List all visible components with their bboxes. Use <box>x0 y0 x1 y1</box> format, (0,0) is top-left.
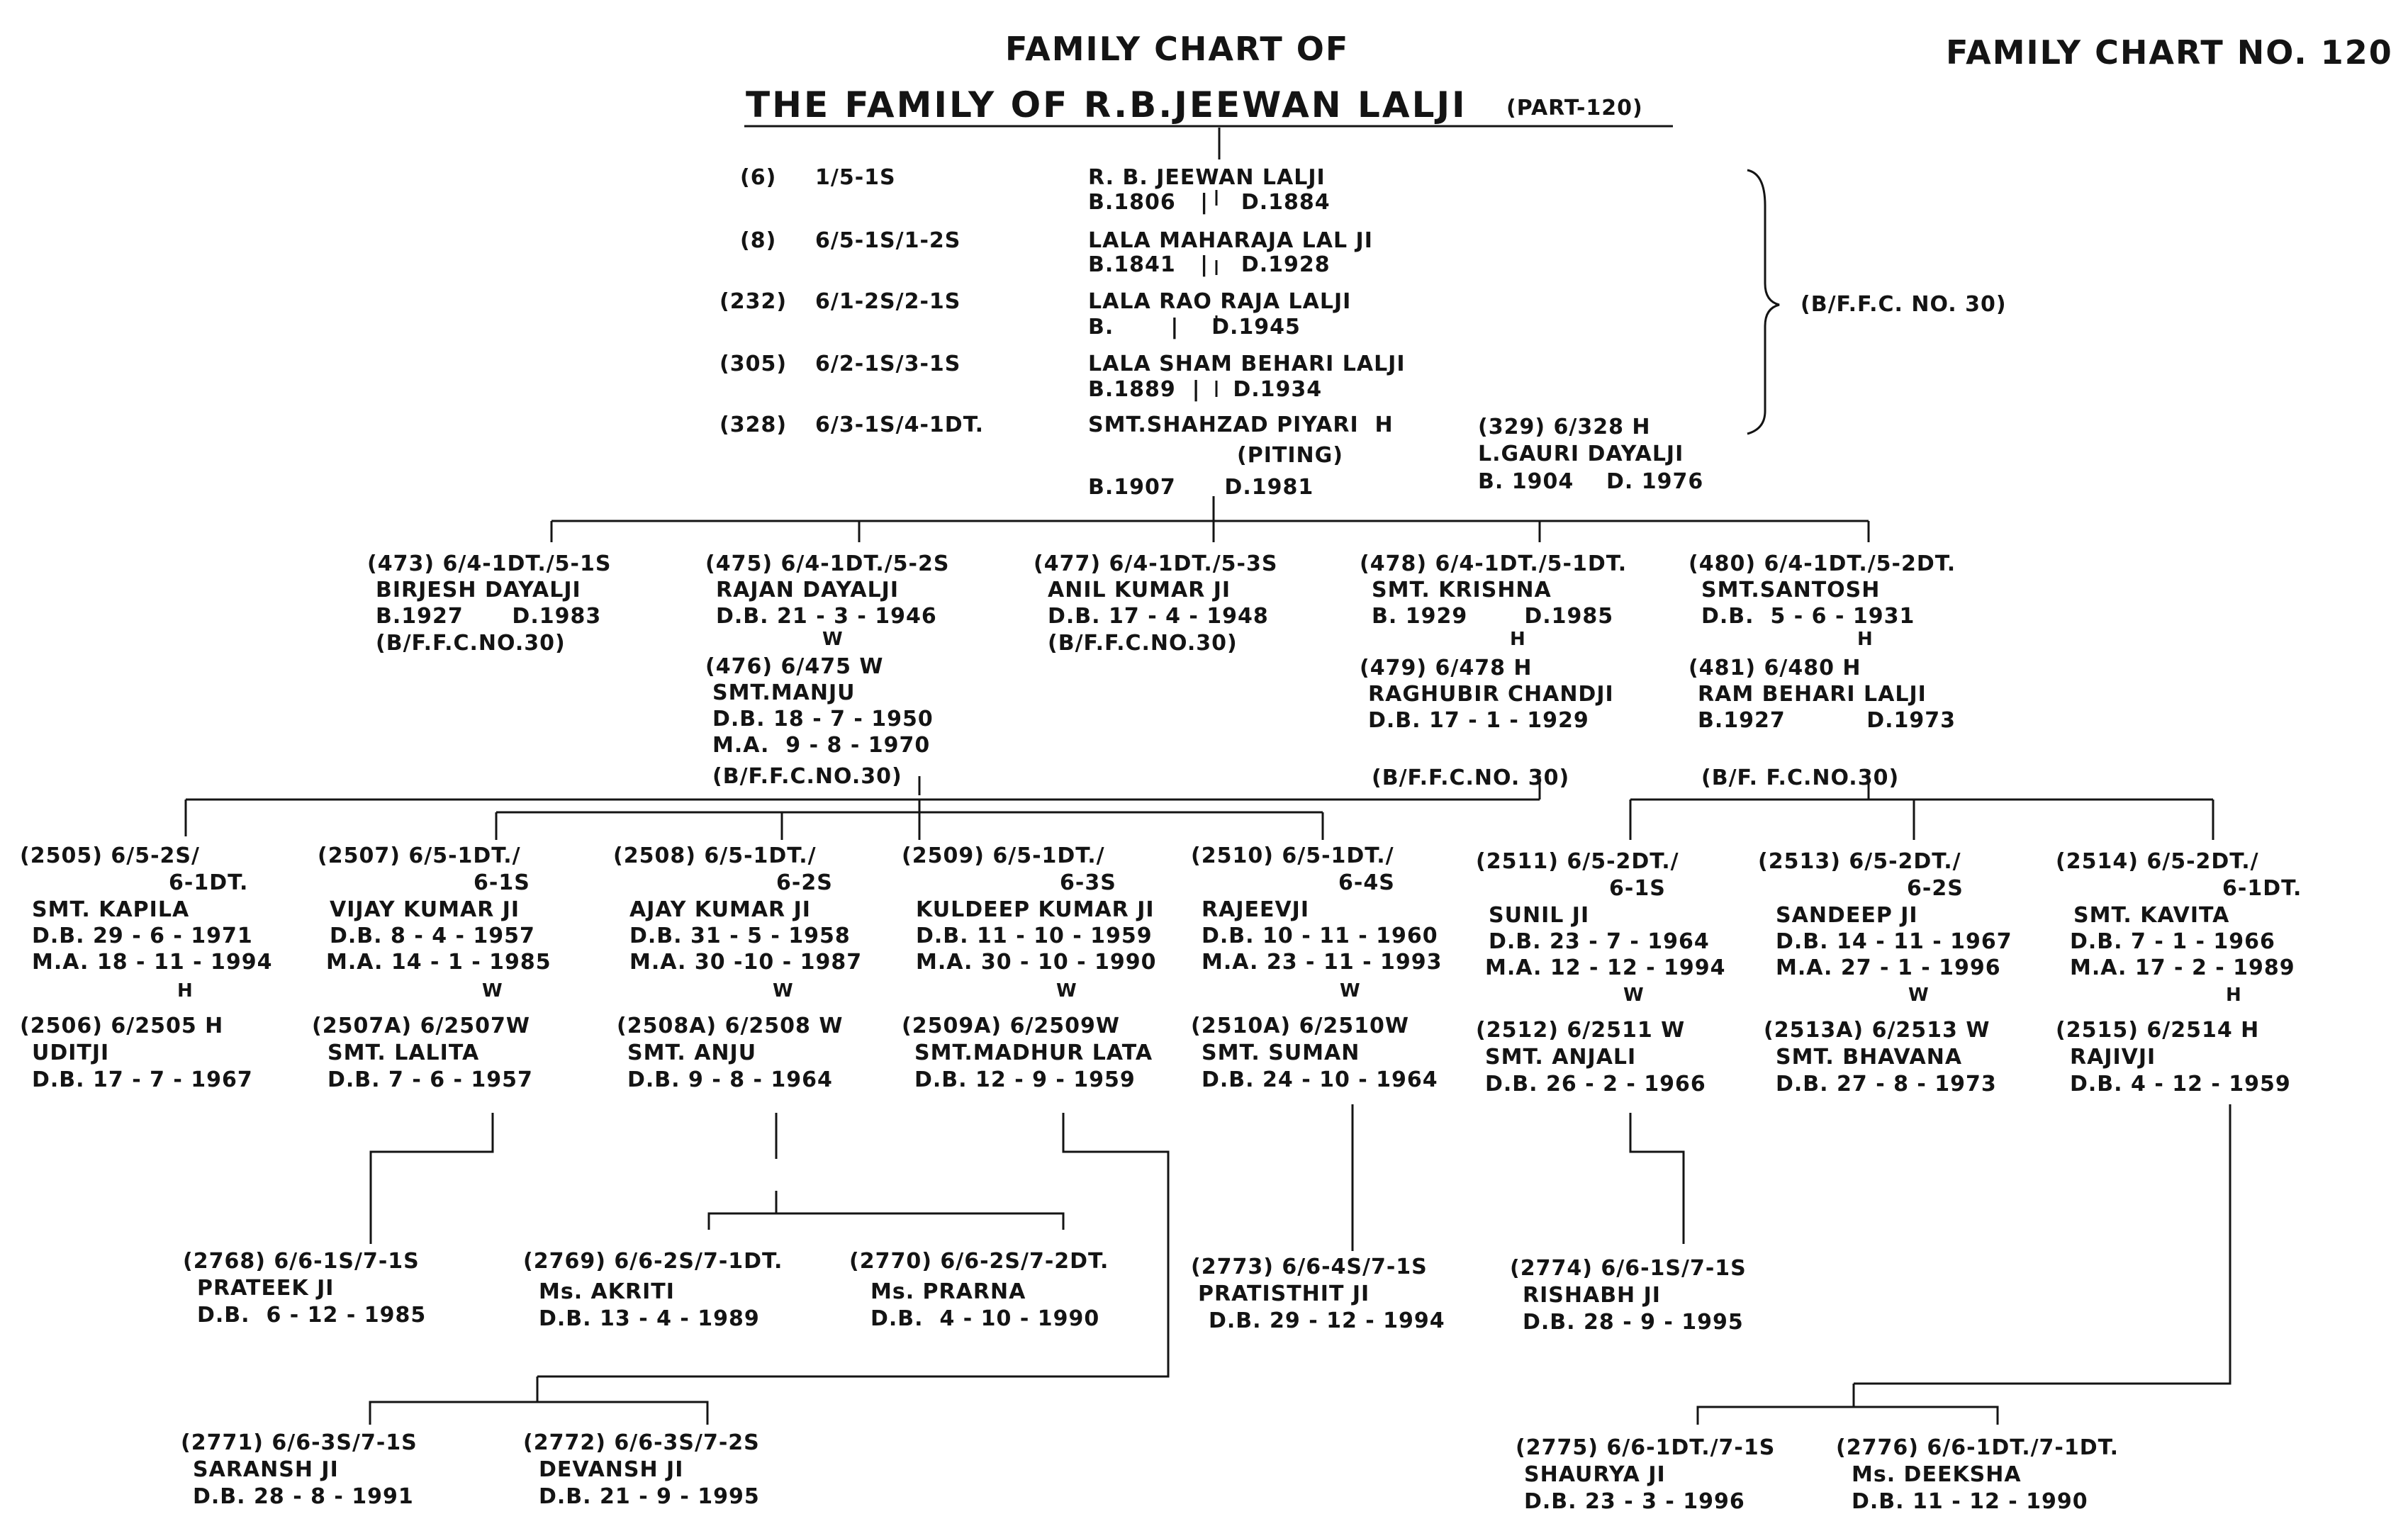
gen5-code: (2505) 6/5-2S/ <box>20 843 200 868</box>
ancestor-relation: 1/5-1S <box>815 165 896 190</box>
gen5-code: (2508) 6/5-1DT./ <box>613 843 817 868</box>
gen6-name: SHAURYA JI <box>1524 1462 1666 1487</box>
ancestor-name: LALA SHAM BEHARI LALJI <box>1088 352 1406 376</box>
gen4-code: (478) 6/4-1DT./5-1DT. <box>1360 551 1628 576</box>
ancestor-relation: 6/2-1S/3-1S <box>815 352 961 376</box>
spouse4-reference: (B/F. F.C.NO.30) <box>1701 766 1900 790</box>
gen5-relation: 6-1S <box>474 870 530 895</box>
spouse5-dates: D.B. 24 - 10 - 1964 <box>1202 1067 1438 1092</box>
gen5-code: (2507) 6/5-1DT./ <box>318 843 521 868</box>
gen6-code: (2776) 6/6-1DT./7-1DT. <box>1836 1435 2119 1460</box>
gen5-marriage: M.A. 27 - 1 - 1996 <box>1776 955 2001 980</box>
ancestor-dates: B.1806 | D.1884 <box>1088 190 1331 215</box>
spouse4-name: SMT.MANJU <box>712 680 856 705</box>
gen6-dates: D.B. 11 - 12 - 1990 <box>1852 1489 2088 1514</box>
part-label: (PART-120) <box>1506 96 1643 120</box>
gen6-code: (2771) 6/6-3S/7-1S <box>181 1430 418 1455</box>
gen6-dates: D.B. 23 - 3 - 1996 <box>1524 1489 1745 1514</box>
chart-number: FAMILY CHART NO. 120 <box>1946 33 2393 72</box>
gen5-link: W <box>1908 985 1930 1006</box>
gen5-relation: 6-3S <box>1060 870 1116 895</box>
ancestor-relation: 6/1-2S/2-1S <box>815 289 961 314</box>
gauri-name: L.GAURI DAYALJI <box>1478 442 1684 466</box>
gen6-code: (2773) 6/6-4S/7-1S <box>1191 1255 1428 1279</box>
gen5-link: H <box>2226 985 2242 1006</box>
ancestor-code: (305) <box>719 352 788 376</box>
gen6-dates: D.B. 28 - 9 - 1995 <box>1523 1310 1744 1335</box>
gen5-dates: D.B. 7 - 1 - 1966 <box>2070 929 2275 954</box>
gen4-dates: D.B. 21 - 3 - 1946 <box>716 604 937 629</box>
gen5-name: VIJAY KUMAR JI <box>330 897 520 922</box>
gen4-name: BIRJESH DAYALJI <box>376 578 581 602</box>
gen5-link: H <box>177 980 194 1002</box>
gen5-marriage: M.A. 17 - 2 - 1989 <box>2070 955 2295 980</box>
gen5-code: (2510) 6/5-1DT./ <box>1191 843 1394 868</box>
spouse5-dates: D.B. 7 - 6 - 1957 <box>327 1067 533 1092</box>
line-2511-to-2774 <box>1630 1113 1684 1244</box>
gen6-dates: D.B. 21 - 9 - 1995 <box>539 1484 760 1509</box>
ancestor-code: (328) <box>719 413 788 437</box>
spouse5-name: SMT.MADHUR LATA <box>914 1041 1153 1065</box>
spouse5-name: SMT. SUMAN <box>1202 1041 1360 1065</box>
spouse4-dates: B.1927 D.1973 <box>1698 708 1956 733</box>
ancestor-code: (8) <box>740 228 777 253</box>
spouse5-dates: D.B. 17 - 7 - 1967 <box>32 1067 253 1092</box>
ancestor-name: LALA MAHARAJA LAL JI <box>1088 228 1373 253</box>
spouse5-dates: D.B. 4 - 12 - 1959 <box>2070 1072 2291 1097</box>
gen6-code: (2770) 6/6-2S/7-2DT. <box>849 1249 1109 1274</box>
gen5-dates: D.B. 23 - 7 - 1964 <box>1489 929 1710 954</box>
gauri-dates: B. 1904 D. 1976 <box>1478 469 1704 494</box>
line-2507-to-2768 <box>371 1113 493 1244</box>
gen5-dates: D.B. 14 - 11 - 1967 <box>1776 929 2012 954</box>
spouse5-code: (2506) 6/2505 H <box>20 1014 224 1038</box>
gen5-dates: D.B. 31 - 5 - 1958 <box>629 924 851 948</box>
gen5-relation: 6-2S <box>1907 876 1964 901</box>
ancestor-name: SMT.SHAHZAD PIYARI H <box>1088 413 1394 437</box>
gen5-name: SANDEEP JI <box>1776 903 1918 928</box>
gen4-name: SMT. KRISHNA <box>1372 578 1552 602</box>
ancestor-relation: 6/3-1S/4-1DT. <box>815 413 984 437</box>
family-title: THE FAMILY OF R.B.JEEWAN LALJI <box>746 84 1467 125</box>
gen5-link: W <box>482 980 503 1002</box>
ancestor-brace <box>1747 170 1779 434</box>
gen4-dates: B.1927 D.1983 <box>376 604 602 629</box>
gen5-dates: D.B. 29 - 6 - 1971 <box>32 924 253 948</box>
gen6-code: (2772) 6/6-3S/7-2S <box>523 1430 760 1455</box>
spouse5-dates: D.B. 9 - 8 - 1964 <box>627 1067 833 1092</box>
gen6-name: PRATEEK JI <box>197 1276 335 1301</box>
chart-title: FAMILY CHART OF <box>1005 30 1350 68</box>
spouse5-name: SMT. LALITA <box>327 1041 480 1065</box>
spouse4-reference: (B/F.F.C.NO.30) <box>712 764 902 789</box>
spouse5-name: SMT. ANJU <box>627 1041 757 1065</box>
gen5-link: W <box>1623 985 1645 1006</box>
gen6-name: PRATISTHIT JI <box>1198 1282 1370 1306</box>
gen5-code: (2509) 6/5-1DT./ <box>902 843 1105 868</box>
gen4-dates: B. 1929 D.1985 <box>1372 604 1614 629</box>
gen6-name: Ms. PRARNA <box>870 1279 1026 1304</box>
gen5-dates: D.B. 8 - 4 - 1957 <box>330 924 535 948</box>
gen4-code: (480) 6/4-1DT./5-2DT. <box>1689 551 1956 576</box>
gen5-marriage: M.A. 12 - 12 - 1994 <box>1485 955 1726 980</box>
gen4-code: (473) 6/4-1DT./5-1S <box>367 551 612 576</box>
gen4-name: SMT.SANTOSH <box>1701 578 1881 602</box>
gen6-name: RISHABH JI <box>1523 1283 1661 1308</box>
gen4-link: H <box>1510 629 1526 650</box>
gen6-code: (2768) 6/6-1S/7-1S <box>183 1249 420 1274</box>
gen5-relation: 6-1S <box>1609 876 1666 901</box>
spouse4-code: (481) 6/480 H <box>1689 656 1861 680</box>
line-2771-2772-bar <box>370 1402 707 1425</box>
spouse5-code: (2513A) 6/2513 W <box>1764 1018 1990 1043</box>
gen4-name: ANIL KUMAR JI <box>1048 578 1231 602</box>
gen5-name: KULDEEP KUMAR JI <box>916 897 1155 922</box>
spouse4-marriage: M.A. 9 - 8 - 1970 <box>712 733 931 758</box>
gen6-dates: D.B. 13 - 4 - 1989 <box>539 1306 760 1331</box>
gen5-link: W <box>1056 980 1077 1002</box>
gen5-marriage: M.A. 14 - 1 - 1985 <box>326 950 551 975</box>
ancestor-dates: B.1841 | D.1928 <box>1088 252 1331 277</box>
spouse5-name: SMT. BHAVANA <box>1776 1045 1963 1070</box>
spouse4-code: (479) 6/478 H <box>1360 656 1533 680</box>
gen5-relation: 6-1DT. <box>2222 876 2302 901</box>
ancestor-relation: 6/5-1S/1-2S <box>815 228 961 253</box>
spouse4-name: RAM BEHARI LALJI <box>1698 682 1927 707</box>
gen5-code: (2513) 6/5-2DT./ <box>1758 849 1961 874</box>
spouse5-name: SMT. ANJALI <box>1485 1045 1637 1070</box>
gauri-code: (329) 6/328 H <box>1478 415 1651 439</box>
gen5-name: SUNIL JI <box>1489 903 1590 928</box>
spouse5-code: (2509A) 6/2509W <box>902 1014 1120 1038</box>
gen5-relation: 6-4S <box>1338 870 1395 895</box>
gen5-marriage: M.A. 18 - 11 - 1994 <box>32 950 273 975</box>
ancestor-code: (232) <box>719 289 788 314</box>
gen5-name: SMT. KAPILA <box>32 897 190 922</box>
gen5-dates: D.B. 11 - 10 - 1959 <box>916 924 1153 948</box>
line-2769-2770-bar <box>709 1213 1063 1230</box>
brace-reference: (B/F.F.C. NO. 30) <box>1801 292 2007 317</box>
gen6-code: (2769) 6/6-2S/7-1DT. <box>523 1249 783 1274</box>
line-2509-to-2771 <box>537 1113 1168 1376</box>
gen4-reference: (B/F.F.C.NO.30) <box>376 631 566 656</box>
gen6-dates: D.B. 6 - 12 - 1985 <box>197 1303 427 1328</box>
ancestor-dates: B. | D.1945 <box>1088 315 1301 340</box>
gen4-reference: (B/F.F.C.NO.30) <box>1048 631 1238 656</box>
gen5-relation: 6-1DT. <box>169 870 249 895</box>
ancestor-dates: B.1907 D.1981 <box>1088 475 1314 500</box>
gen5-code: (2511) 6/5-2DT./ <box>1476 849 1679 874</box>
ancestor-name: R. B. JEEWAN LALJI <box>1088 165 1326 190</box>
gen4-link: W <box>822 629 844 650</box>
gen6-name: DEVANSH JI <box>539 1457 684 1482</box>
spouse5-name: RAJIVJI <box>2070 1045 2156 1070</box>
spouse5-dates: D.B. 12 - 9 - 1959 <box>914 1067 1136 1092</box>
gen6-dates: D.B. 29 - 12 - 1994 <box>1209 1308 1445 1333</box>
spouse5-code: (2515) 6/2514 H <box>2056 1018 2260 1043</box>
gen6-name: Ms. AKRITI <box>539 1279 675 1304</box>
spouse4-dates: D.B. 18 - 7 - 1950 <box>712 707 934 731</box>
spouse5-code: (2510A) 6/2510W <box>1191 1014 1409 1038</box>
gen4-dates: D.B. 17 - 4 - 1948 <box>1048 604 1269 629</box>
gen5-name: AJAY KUMAR JI <box>629 897 811 922</box>
gen5-name: RAJEEVJI <box>1202 897 1310 922</box>
spouse5-code: (2507A) 6/2507W <box>312 1014 530 1038</box>
gen6-name: Ms. DEEKSHA <box>1852 1462 2022 1487</box>
gen6-code: (2775) 6/6-1DT./7-1S <box>1516 1435 1776 1460</box>
spouse5-code: (2508A) 6/2508 W <box>617 1014 844 1038</box>
ancestor-name: LALA RAO RAJA LALJI <box>1088 289 1352 314</box>
gen5-marriage: M.A. 30 -10 - 1987 <box>629 950 863 975</box>
gen4-dates: D.B. 5 - 6 - 1931 <box>1701 604 1915 629</box>
spouse5-dates: D.B. 26 - 2 - 1966 <box>1485 1072 1706 1097</box>
spouse4-code: (476) 6/475 W <box>705 654 884 679</box>
spouse5-name: UDITJI <box>32 1041 110 1065</box>
gen6-name: SARANSH JI <box>193 1457 339 1482</box>
gen5-marriage: M.A. 23 - 11 - 1993 <box>1202 950 1443 975</box>
gen5-link: W <box>1340 980 1361 1002</box>
spouse4-reference: (B/F.F.C.NO. 30) <box>1372 766 1570 790</box>
gen4-name: RAJAN DAYALJI <box>716 578 900 602</box>
gen4-code: (475) 6/4-1DT./5-2S <box>705 551 950 576</box>
line-2775-2776-bar <box>1698 1384 1998 1425</box>
spouse4-dates: D.B. 17 - 1 - 1929 <box>1368 708 1589 733</box>
gen4-link: H <box>1857 629 1874 650</box>
gen5-marriage: M.A. 30 - 10 - 1990 <box>916 950 1157 975</box>
gen5-relation: 6-2S <box>776 870 833 895</box>
gen6-dates: D.B. 4 - 10 - 1990 <box>870 1306 1100 1331</box>
gen6-code: (2774) 6/6-1S/7-1S <box>1510 1256 1747 1281</box>
ancestor-code: (6) <box>740 165 777 190</box>
line-2514-to-2775 <box>1854 1104 2230 1384</box>
gen6-dates: D.B. 28 - 8 - 1991 <box>193 1484 414 1509</box>
gen5-link: W <box>773 980 794 1002</box>
gen4-code: (477) 6/4-1DT./5-3S <box>1034 551 1278 576</box>
spouse4-name: RAGHUBIR CHANDJI <box>1368 682 1614 707</box>
spouse5-dates: D.B. 27 - 8 - 1973 <box>1776 1072 1997 1097</box>
gen5-dates: D.B. 10 - 11 - 1960 <box>1202 924 1438 948</box>
ancestor-dates: B.1889 | D.1934 <box>1088 377 1323 402</box>
gen5-name: SMT. KAVITA <box>2073 903 2230 928</box>
ancestor-note: (PITING) <box>1237 443 1343 468</box>
gen5-code: (2514) 6/5-2DT./ <box>2056 849 2259 874</box>
spouse5-code: (2512) 6/2511 W <box>1476 1018 1686 1043</box>
